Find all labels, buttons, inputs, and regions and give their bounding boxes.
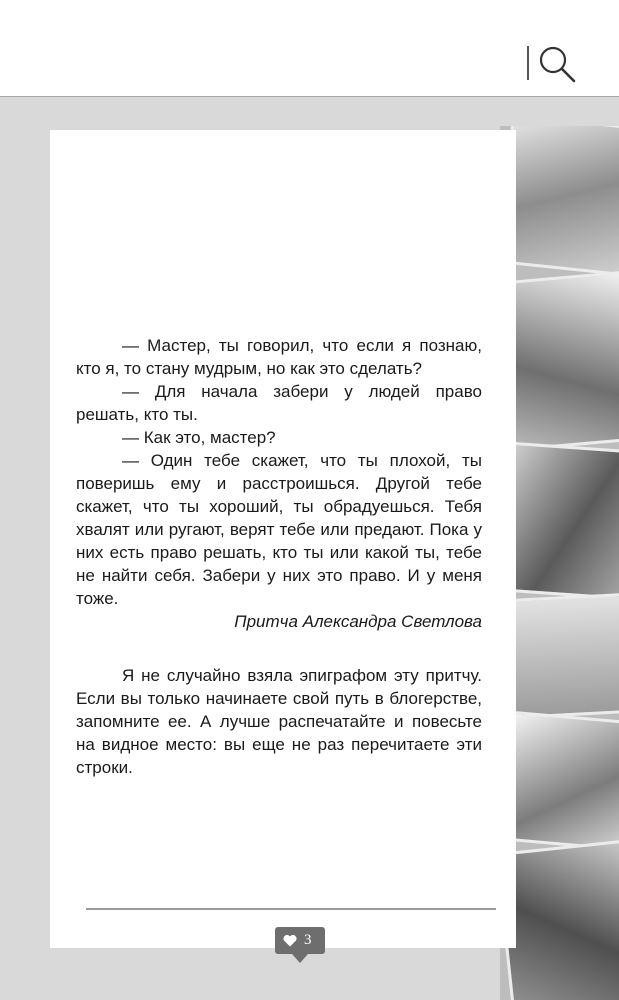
photo-thumbnail [500,442,619,601]
top-bar [0,0,619,97]
photo-thumbnail [500,271,619,452]
epigraph-line: — Один тебе скажет, что ты плохой, ты поверишь ему и расстроишься. Другой тебе скажет, что ты хороший, ты обрадуешься. Тебя хвалят или ругают, верят тебе или предают. Пока у них есть право решать, кто ты или какой ты, тебе не найти себя. Забери у них это право. И у меня тоже. [76,451,482,608]
page-number-badge [275,927,325,954]
epigraph-line: — Мастер, ты говорил, что если я познаю, кто я, то стану мудрым, но как это сделать? [76,336,482,378]
photo-thumbnail [500,711,619,852]
heart-icon [283,934,297,947]
photo-collage-decoration [500,126,619,1000]
photo-thumbnail [500,126,619,276]
body-text: Я не случайно взяла эпиграфом эту притчу. Если вы только начинаете свой путь в блогерстве, запомните ее. А лучше распечатайте и повесьте на видное место: вы еще не раз перечитаете эти строки. [76,666,482,777]
epigraph [76,334,482,633]
epigraph-line: — Для начала забери у людей право решать, кто ты. [76,382,482,424]
footer-divider [86,908,496,910]
page-number: 3 [304,932,312,948]
body-paragraph [76,664,482,779]
book-page [50,130,516,948]
epigraph-line: — Как это, мастер? [122,428,276,447]
epigraph-attribution: Притча Александра Светлова [234,612,482,631]
search-icon[interactable] [537,44,577,84]
photo-thumbnail [500,840,619,1000]
toolbar-divider [527,46,529,80]
photo-thumbnail [501,593,619,720]
